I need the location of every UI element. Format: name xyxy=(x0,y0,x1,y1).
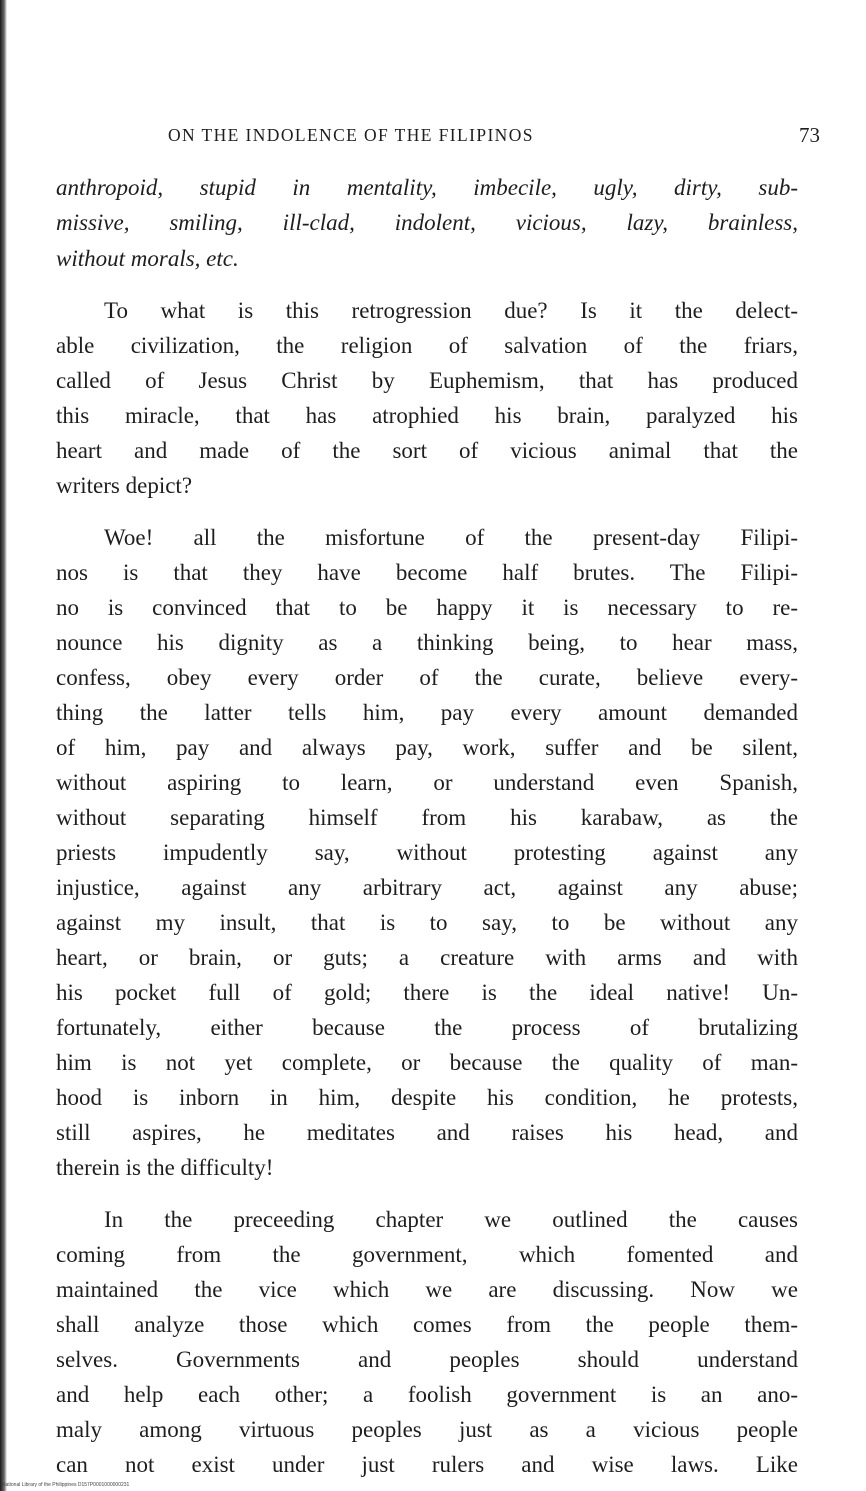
text-line: can not exist under just rulers and wise laws. Like xyxy=(56,1452,798,1477)
text-line: without separating himself from his karabaw, as the xyxy=(56,805,798,830)
text-line: injustice, against any arbitrary act, against any abuse; xyxy=(56,875,798,900)
scan-left-edge xyxy=(0,0,7,1491)
running-title: ON THE INDOLENCE OF THE FILIPINOS xyxy=(168,125,534,145)
text-line: and help each other; a foolish government is an ano- xyxy=(56,1382,798,1407)
text-line: still aspires, he meditates and raises his head, and xyxy=(56,1120,798,1145)
text-line: without morals, etc. xyxy=(56,246,239,271)
text-line: hood is inborn in him, despite his condition, he protests, xyxy=(56,1085,798,1110)
page-header xyxy=(60,125,820,155)
text-line: writers depict? xyxy=(56,473,193,498)
text-line: coming from the government, which fomented and xyxy=(56,1242,798,1267)
text-line: heart and made of the sort of vicious animal that the xyxy=(56,438,798,463)
text-line: fortunately, either because the process of brutalizing xyxy=(56,1015,798,1040)
text-line: no is convinced that to be happy it is necessary to re- xyxy=(56,595,798,620)
text-line: against my insult, that is to say, to be without any xyxy=(56,910,798,935)
text-line: his pocket full of gold; there is the ideal native! Un- xyxy=(56,980,798,1005)
text-line: shall analyze those which comes from the people them- xyxy=(56,1312,798,1337)
text-line: able civilization, the religion of salvation of the friars, xyxy=(56,333,798,358)
text-line: called of Jesus Christ by Euphemism, that has produced xyxy=(56,368,798,393)
text-line: maintained the vice which we are discussing. Now we xyxy=(56,1277,798,1302)
text-line: In the preceeding chapter we outlined the causes xyxy=(104,1207,798,1232)
text-line: confess, obey every order of the curate, believe every- xyxy=(56,665,798,690)
text-line: nos is that they have become half brutes. The Filipi- xyxy=(56,560,798,585)
text-line: this miracle, that has atrophied his brain, paralyzed his xyxy=(56,403,798,428)
text-line: To what is this retrogression due? Is it the delect- xyxy=(104,298,798,323)
text-line: without aspiring to learn, or understand even Spanish, xyxy=(56,770,798,795)
text-line: nounce his dignity as a thinking being, to hear mass, xyxy=(56,630,798,655)
text-line: of him, pay and always pay, work, suffer and be silent, xyxy=(56,735,798,760)
page-number: 73 xyxy=(799,123,820,147)
text-line: missive, smiling, ill-clad, indolent, vicious, lazy, brainless, xyxy=(56,210,798,235)
text-line: priests impudently say, without protesting against any xyxy=(56,840,798,865)
text-line: him is not yet complete, or because the quality of man- xyxy=(56,1050,798,1075)
source-note: National Library of the Philippines D157P0001000000231 xyxy=(2,1482,130,1488)
text-line: therein is the difficulty! xyxy=(56,1155,274,1180)
text-line: heart, or brain, or guts; a creature with arms and with xyxy=(56,945,798,970)
text-line: anthropoid, stupid in mentality, imbecile, ugly, dirty, sub- xyxy=(56,175,798,200)
text-line: selves. Governments and peoples should understand xyxy=(56,1347,798,1372)
text-line: maly among virtuous peoples just as a vicious people xyxy=(56,1417,798,1442)
text-line: thing the latter tells him, pay every amount demanded xyxy=(56,700,798,725)
text-line: Woe! all the misfortune of the present-day Filipi- xyxy=(104,525,798,550)
